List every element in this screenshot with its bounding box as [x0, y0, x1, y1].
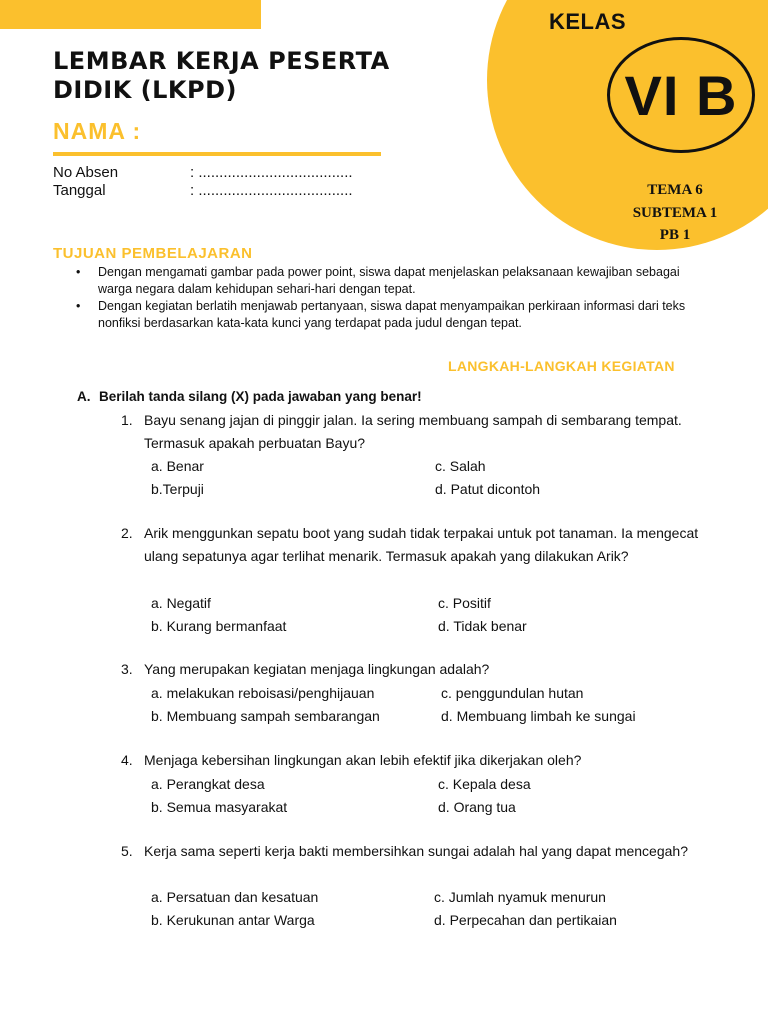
no-absen-label: No Absen	[53, 164, 119, 181]
question-text: Menjaga kebersihan lingkungan akan lebih efektif jika dikerjakan oleh?	[144, 752, 582, 768]
tujuan-item: • Dengan mengamati gambar pada power point, siswa dapat menjelaskan pelaksanaan kewajiban sebagai warga negara dalam kehidupan sehari-hari dengan tepat.	[76, 264, 716, 297]
option-a[interactable]: a. Negatif	[151, 595, 211, 611]
tanggal-label: Tanggal	[53, 182, 106, 199]
nama-underline	[53, 152, 381, 156]
option-c[interactable]: c. Kepala desa	[438, 776, 531, 792]
option-a[interactable]: a. Benar	[151, 458, 204, 474]
langkah-heading: LANGKAH-LANGKAH KEGIATAN	[448, 358, 675, 374]
option-c[interactable]: c. Positif	[438, 595, 491, 611]
pb-label: PB 1	[659, 227, 691, 243]
option-b[interactable]: b. Semua masyarakat	[151, 799, 288, 815]
question-4	[121, 749, 704, 772]
option-b[interactable]: b. Kerukunan antar Warga	[151, 912, 315, 928]
option-b[interactable]: b. Membuang sampah sembarangan	[151, 708, 380, 724]
option-a[interactable]: a. Persatuan dan kesatuan	[151, 889, 319, 905]
page-title	[53, 47, 390, 105]
section-instruction-text: Berilah tanda silang (X) pada jawaban yang benar!	[99, 389, 422, 404]
question-number: 4.	[121, 752, 133, 768]
tujuan-heading: TUJUAN PEMBELAJARAN	[53, 245, 253, 262]
tujuan-list	[76, 264, 716, 332]
option-c[interactable]: c. Salah	[435, 458, 486, 474]
question-text: Bayu senang jajan di pinggir jalan. Ia sering membuang sampah di sembarang tempat. Termasuk apakah perbuatan Bayu?	[144, 412, 682, 451]
tujuan-item: • Dengan kegiatan berlatih menjawab pertanyaan, siswa dapat menyampaikan perkiraan informasi dari teks nonfiksi berdasarkan kata-kata kunci yang terdapat pada judul dengan tepat.	[76, 298, 716, 331]
no-absen-blank: : .....................................	[190, 164, 353, 181]
option-d[interactable]: d. Membuang limbah ke sungai	[441, 708, 636, 724]
option-a[interactable]: a. Perangkat desa	[151, 776, 265, 792]
option-c[interactable]: c. penggundulan hutan	[441, 685, 584, 701]
question-number: 2.	[121, 525, 133, 541]
tema-label: TEMA 6	[647, 182, 703, 198]
question-text: Yang merupakan kegiatan menjaga lingkungan adalah?	[144, 661, 490, 677]
option-b[interactable]: b. Kurang bermanfaat	[151, 618, 287, 634]
question-text: Kerja sama seperti kerja bakti membersihkan sungai adalah hal yang dapat mencegah?	[144, 843, 688, 859]
option-d[interactable]: d. Tidak benar	[438, 618, 527, 634]
option-d[interactable]: d. Patut dicontoh	[435, 481, 541, 497]
no-absen-field	[53, 164, 353, 181]
tanggal-field	[53, 182, 353, 199]
title-line-2: DIDIK (LKPD)	[53, 76, 237, 104]
class-value: VI B	[624, 63, 738, 127]
option-d[interactable]: d. Perpecahan dan pertikaian	[434, 912, 617, 928]
class-badge	[607, 37, 755, 153]
question-text: Arik menggunkan sepatu boot yang sudah tidak terpakai untuk pot tanaman. Ia mengecat ulang sepatunya agar terlihat menarik. Termasuk apakah yang dilakukan Arik?	[144, 525, 699, 564]
option-c[interactable]: c. Jumlah nyamuk menurun	[434, 889, 606, 905]
section-letter: A.	[77, 389, 91, 404]
subtema-label: SUBTEMA 1	[632, 204, 718, 221]
nama-label: NAMA :	[53, 118, 142, 144]
top-accent-bar	[0, 0, 261, 29]
question-1	[121, 409, 704, 455]
tanggal-blank: : .....................................	[190, 182, 353, 199]
section-a-instruction	[77, 389, 422, 404]
question-5	[121, 840, 704, 863]
kelas-label: KELAS	[549, 9, 627, 34]
question-2	[121, 522, 704, 568]
tema-info	[620, 179, 730, 247]
question-number: 1.	[121, 412, 133, 428]
question-number: 3.	[121, 661, 133, 677]
option-a[interactable]: a. melakukan reboisasi/penghijauan	[151, 685, 375, 701]
question-3	[121, 658, 704, 681]
question-number: 5.	[121, 843, 133, 859]
title-line-1: LEMBAR KERJA PESERTA	[53, 47, 390, 75]
option-d[interactable]: d. Orang tua	[438, 799, 516, 815]
option-b[interactable]: b.Terpuji	[151, 481, 204, 497]
